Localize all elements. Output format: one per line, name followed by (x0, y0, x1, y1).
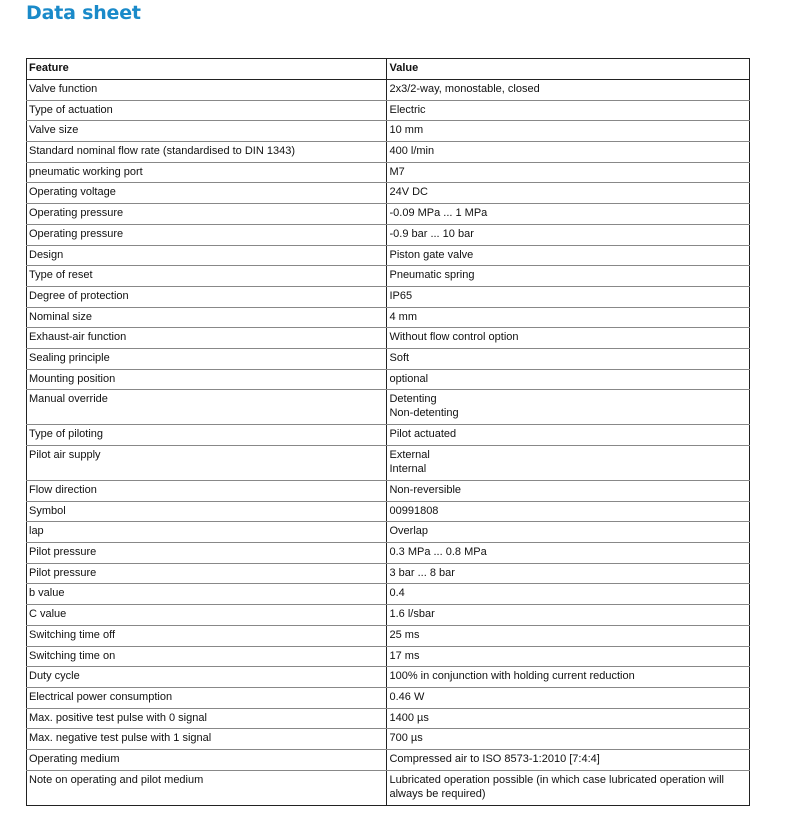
feature-cell: C value (27, 605, 387, 626)
table-row (27, 224, 750, 245)
value-cell: Without flow control option (387, 328, 750, 349)
table-row (27, 328, 750, 349)
table-row (27, 425, 750, 446)
feature-cell: Standard nominal flow rate (standardised to DIN 1343) (27, 142, 387, 163)
value-cell: 10 mm (387, 121, 750, 142)
table-row (27, 584, 750, 605)
value-line: always be required) (389, 787, 486, 800)
feature-cell: Operating voltage (27, 183, 387, 204)
table-body (27, 80, 750, 806)
feature-cell: Operating medium (27, 749, 387, 770)
table-row (27, 729, 750, 750)
data-sheet-table (26, 58, 750, 806)
table-row (27, 708, 750, 729)
table-row (27, 687, 750, 708)
value-cell: Compressed air to ISO 8573-1:2010 [7:4:4] (387, 749, 750, 770)
feature-cell: Nominal size (27, 307, 387, 328)
table-row (27, 204, 750, 225)
value-cell: 25 ms (387, 625, 750, 646)
table-row (27, 522, 750, 543)
table-row (27, 162, 750, 183)
value-cell: Non-reversible (387, 481, 750, 502)
value-cell: 0.4 (387, 584, 750, 605)
feature-cell: Switching time on (27, 646, 387, 667)
feature-cell: Duty cycle (27, 667, 387, 688)
table-row (27, 121, 750, 142)
feature-cell: Degree of protection (27, 286, 387, 307)
table-row (27, 667, 750, 688)
value-cell: 24V DC (387, 183, 750, 204)
value-cell: Piston gate valve (387, 245, 750, 266)
table-row (27, 446, 750, 481)
value-cell (387, 446, 750, 481)
table-row (27, 245, 750, 266)
page-title: Data sheet (26, 2, 141, 24)
table-row (27, 749, 750, 770)
table-row (27, 563, 750, 584)
feature-cell: Operating pressure (27, 224, 387, 245)
value-cell: Pilot actuated (387, 425, 750, 446)
feature-cell: Type of reset (27, 266, 387, 287)
feature-cell: Design (27, 245, 387, 266)
feature-cell: Max. negative test pulse with 1 signal (27, 729, 387, 750)
value-cell: 0.3 MPa ... 0.8 MPa (387, 543, 750, 564)
feature-cell: Pilot air supply (27, 446, 387, 481)
value-cell (387, 390, 750, 425)
feature-cell: Mounting position (27, 369, 387, 390)
column-header-feature: Feature (27, 59, 387, 80)
feature-cell: Operating pressure (27, 204, 387, 225)
feature-cell: Flow direction (27, 481, 387, 502)
table-row (27, 646, 750, 667)
value-cell: Soft (387, 348, 750, 369)
value-cell: optional (387, 369, 750, 390)
table-row (27, 348, 750, 369)
feature-cell: Type of piloting (27, 425, 387, 446)
value-cell (387, 770, 750, 805)
feature-cell: Pilot pressure (27, 543, 387, 564)
table-row (27, 770, 750, 805)
value-cell: 3 bar ... 8 bar (387, 563, 750, 584)
value-line: Lubricated operation possible (in which case lubricated operation will (389, 773, 724, 786)
feature-cell: b value (27, 584, 387, 605)
table-row (27, 142, 750, 163)
value-cell: 00991808 (387, 501, 750, 522)
value-cell: 100% in conjunction with holding current reduction (387, 667, 750, 688)
value-line: External (389, 449, 430, 461)
feature-cell: lap (27, 522, 387, 543)
feature-cell: Type of actuation (27, 100, 387, 121)
value-cell: -0.09 MPa ... 1 MPa (387, 204, 750, 225)
value-cell: 700 µs (387, 729, 750, 750)
value-cell: M7 (387, 162, 750, 183)
value-cell: 4 mm (387, 307, 750, 328)
table-row (27, 605, 750, 626)
table-row (27, 266, 750, 287)
table-row (27, 100, 750, 121)
value-line: Detenting (389, 393, 437, 406)
table-row (27, 80, 750, 101)
table-row (27, 390, 750, 425)
table-row (27, 183, 750, 204)
table-row (27, 501, 750, 522)
feature-cell: Pilot pressure (27, 563, 387, 584)
value-cell: 400 l/min (387, 142, 750, 163)
value-cell: 2x3/2-way, monostable, closed (387, 80, 750, 101)
feature-cell: Electrical power consumption (27, 687, 387, 708)
value-cell: IP65 (387, 286, 750, 307)
table-row (27, 369, 750, 390)
value-cell: Electric (387, 100, 750, 121)
value-line: Non-detenting (389, 407, 459, 420)
feature-cell: Sealing principle (27, 348, 387, 369)
table-row (27, 543, 750, 564)
feature-cell: Max. positive test pulse with 0 signal (27, 708, 387, 729)
value-cell: Pneumatic spring (387, 266, 750, 287)
feature-cell: Manual override (27, 390, 387, 425)
table-header-row (27, 59, 750, 80)
value-cell: Overlap (387, 522, 750, 543)
table-row (27, 286, 750, 307)
feature-cell: pneumatic working port (27, 162, 387, 183)
feature-cell: Valve size (27, 121, 387, 142)
value-line: Internal (389, 463, 427, 475)
feature-cell: Note on operating and pilot medium (27, 770, 387, 805)
table-row (27, 481, 750, 502)
value-cell: 1400 µs (387, 708, 750, 729)
column-header-value: Value (387, 59, 750, 80)
value-cell: 0.46 W (387, 687, 750, 708)
value-cell: -0.9 bar ... 10 bar (387, 224, 750, 245)
feature-cell: Switching time off (27, 625, 387, 646)
feature-cell: Exhaust-air function (27, 328, 387, 349)
table-row (27, 307, 750, 328)
table-row (27, 625, 750, 646)
value-cell: 17 ms (387, 646, 750, 667)
value-cell: 1.6 l/sbar (387, 605, 750, 626)
feature-cell: Symbol (27, 501, 387, 522)
feature-cell: Valve function (27, 80, 387, 101)
